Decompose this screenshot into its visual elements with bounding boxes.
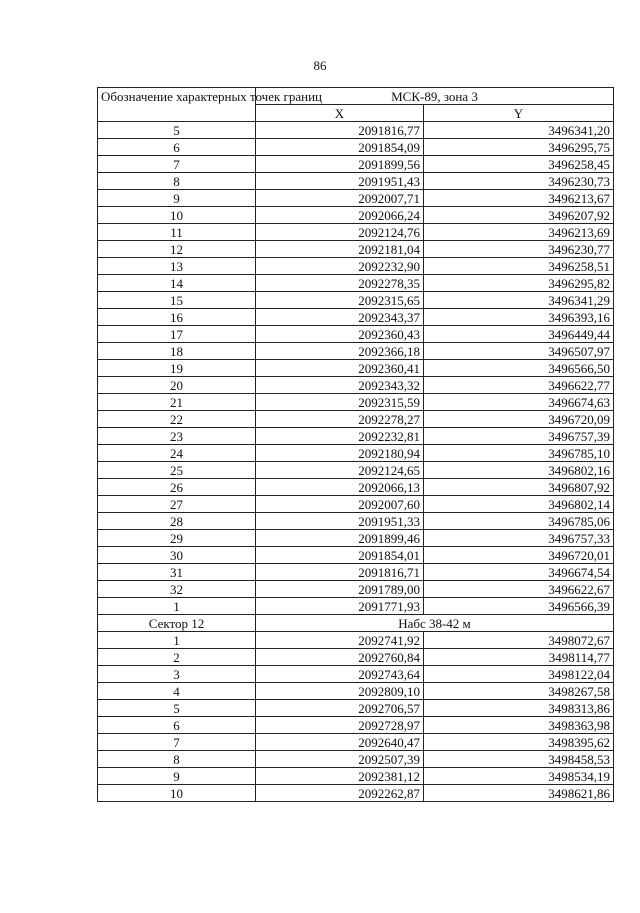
x-cell: 2091854,09 (256, 139, 424, 156)
x-cell: 2092381,12 (256, 768, 424, 785)
x-cell: 2091854,01 (256, 547, 424, 564)
x-cell: 2092278,27 (256, 411, 424, 428)
y-cell: 3496757,39 (424, 428, 614, 445)
x-cell: 2092066,13 (256, 479, 424, 496)
header-point-label: Обозначение характерных точек границ (98, 88, 256, 122)
y-cell: 3496295,75 (424, 139, 614, 156)
table-row (98, 292, 614, 309)
y-cell: 3496674,54 (424, 564, 614, 581)
y-cell: 3496802,14 (424, 496, 614, 513)
y-cell: 3496566,39 (424, 598, 614, 615)
y-cell: 3498363,98 (424, 717, 614, 734)
y-cell: 3496674,63 (424, 394, 614, 411)
y-cell: 3496622,67 (424, 581, 614, 598)
point-cell: 21 (98, 394, 256, 411)
x-cell: 2091899,46 (256, 530, 424, 547)
point-cell: 7 (98, 734, 256, 751)
point-cell: 32 (98, 581, 256, 598)
x-cell: 2092124,76 (256, 224, 424, 241)
table-row (98, 343, 614, 360)
y-cell: 3496449,44 (424, 326, 614, 343)
y-cell: 3498395,62 (424, 734, 614, 751)
y-cell: 3498072,67 (424, 632, 614, 649)
table-row (98, 734, 614, 751)
y-cell: 3496802,16 (424, 462, 614, 479)
table-row (98, 479, 614, 496)
table-row (98, 598, 614, 615)
table-row (98, 496, 614, 513)
x-cell: 2092181,04 (256, 241, 424, 258)
section-subtitle: Набс 38-42 м (256, 615, 614, 632)
y-cell: 3496720,09 (424, 411, 614, 428)
x-cell: 2092278,35 (256, 275, 424, 292)
x-cell: 2092315,59 (256, 394, 424, 411)
table-row (98, 785, 614, 802)
y-cell: 3496230,73 (424, 173, 614, 190)
x-cell: 2092232,90 (256, 258, 424, 275)
x-cell: 2092360,41 (256, 360, 424, 377)
x-cell: 2092809,10 (256, 683, 424, 700)
x-cell: 2091899,56 (256, 156, 424, 173)
point-cell: 6 (98, 717, 256, 734)
point-cell: 27 (98, 496, 256, 513)
table-row (98, 581, 614, 598)
x-cell: 2092124,65 (256, 462, 424, 479)
point-cell: 13 (98, 258, 256, 275)
point-cell: 25 (98, 462, 256, 479)
table-row (98, 717, 614, 734)
point-cell: 10 (98, 207, 256, 224)
y-cell: 3496720,01 (424, 547, 614, 564)
y-cell: 3498458,53 (424, 751, 614, 768)
point-cell: 8 (98, 173, 256, 190)
x-cell: 2092741,92 (256, 632, 424, 649)
table-row (98, 649, 614, 666)
point-cell: 20 (98, 377, 256, 394)
table-row (98, 224, 614, 241)
y-cell: 3496207,92 (424, 207, 614, 224)
table-row (98, 258, 614, 275)
point-cell: 10 (98, 785, 256, 802)
table-row (98, 445, 614, 462)
y-cell: 3496295,82 (424, 275, 614, 292)
x-cell: 2092315,65 (256, 292, 424, 309)
y-cell: 3496757,33 (424, 530, 614, 547)
point-cell: 17 (98, 326, 256, 343)
x-cell: 2092728,97 (256, 717, 424, 734)
point-cell: 6 (98, 139, 256, 156)
table-row (98, 326, 614, 343)
header-y: Y (424, 105, 614, 122)
table-row (98, 139, 614, 156)
table-row (98, 377, 614, 394)
page-number: 86 (313, 58, 327, 73)
table-row (98, 156, 614, 173)
table-row (98, 547, 614, 564)
x-cell: 2091951,43 (256, 173, 424, 190)
x-cell: 2092007,60 (256, 496, 424, 513)
y-cell: 3496258,45 (424, 156, 614, 173)
table-row (98, 462, 614, 479)
point-cell: 11 (98, 224, 256, 241)
x-cell: 2092366,18 (256, 343, 424, 360)
y-cell: 3496230,77 (424, 241, 614, 258)
point-cell: 8 (98, 751, 256, 768)
table-row (98, 309, 614, 326)
point-cell: 1 (98, 632, 256, 649)
point-cell: 26 (98, 479, 256, 496)
table-row (98, 173, 614, 190)
table-row (98, 666, 614, 683)
x-cell: 2092743,64 (256, 666, 424, 683)
y-cell: 3496507,97 (424, 343, 614, 360)
header-x: X (256, 105, 424, 122)
table-row (98, 241, 614, 258)
x-cell: 2092262,87 (256, 785, 424, 802)
x-cell: 2091951,33 (256, 513, 424, 530)
x-cell: 2091789,00 (256, 581, 424, 598)
point-cell: 18 (98, 343, 256, 360)
table-row (98, 428, 614, 445)
y-cell: 3498122,04 (424, 666, 614, 683)
x-cell: 2091816,77 (256, 122, 424, 139)
point-cell: 29 (98, 530, 256, 547)
y-cell: 3498534,19 (424, 768, 614, 785)
x-cell: 2092066,24 (256, 207, 424, 224)
y-cell: 3498313,86 (424, 700, 614, 717)
point-cell: 7 (98, 156, 256, 173)
point-cell: 24 (98, 445, 256, 462)
table-row (98, 513, 614, 530)
table-row (98, 207, 614, 224)
x-cell: 2092760,84 (256, 649, 424, 666)
table-row (98, 190, 614, 207)
point-cell: 22 (98, 411, 256, 428)
table-row (98, 275, 614, 292)
section-title: Сектор 12 (98, 615, 256, 632)
x-cell: 2092360,43 (256, 326, 424, 343)
x-cell: 2092232,81 (256, 428, 424, 445)
table-row (98, 564, 614, 581)
x-cell: 2092007,71 (256, 190, 424, 207)
header-row-system (98, 88, 614, 105)
point-cell: 3 (98, 666, 256, 683)
y-cell: 3496785,10 (424, 445, 614, 462)
table-row (98, 122, 614, 139)
x-cell: 2092343,32 (256, 377, 424, 394)
table-row (98, 360, 614, 377)
coordinates-table-body (98, 88, 614, 802)
x-cell: 2091771,93 (256, 598, 424, 615)
x-cell: 2092640,47 (256, 734, 424, 751)
point-cell: 14 (98, 275, 256, 292)
y-cell: 3496807,92 (424, 479, 614, 496)
y-cell: 3496341,20 (424, 122, 614, 139)
point-cell: 12 (98, 241, 256, 258)
y-cell: 3496622,77 (424, 377, 614, 394)
y-cell: 3496258,51 (424, 258, 614, 275)
y-cell: 3496566,50 (424, 360, 614, 377)
point-cell: 31 (98, 564, 256, 581)
x-cell: 2092343,37 (256, 309, 424, 326)
table-row (98, 530, 614, 547)
x-cell: 2092706,57 (256, 700, 424, 717)
y-cell: 3498267,58 (424, 683, 614, 700)
x-cell: 2092180,94 (256, 445, 424, 462)
point-cell: 30 (98, 547, 256, 564)
point-cell: 19 (98, 360, 256, 377)
table-row (98, 411, 614, 428)
coordinates-table (97, 87, 614, 802)
table-row (98, 683, 614, 700)
point-cell: 15 (98, 292, 256, 309)
table-row (98, 632, 614, 649)
point-cell: 9 (98, 768, 256, 785)
point-cell: 2 (98, 649, 256, 666)
y-cell: 3496393,16 (424, 309, 614, 326)
point-cell: 1 (98, 598, 256, 615)
y-cell: 3498114,77 (424, 649, 614, 666)
y-cell: 3496213,67 (424, 190, 614, 207)
y-cell: 3496213,69 (424, 224, 614, 241)
point-cell: 9 (98, 190, 256, 207)
table-row (98, 768, 614, 785)
y-cell: 3498621,86 (424, 785, 614, 802)
y-cell: 3496341,29 (424, 292, 614, 309)
header-coordinate-system: МСК-89, зона 3 (256, 88, 614, 105)
table-row (98, 700, 614, 717)
point-cell: 23 (98, 428, 256, 445)
y-cell: 3496785,06 (424, 513, 614, 530)
x-cell: 2091816,71 (256, 564, 424, 581)
section-row (98, 615, 614, 632)
x-cell: 2092507,39 (256, 751, 424, 768)
point-cell: 5 (98, 122, 256, 139)
table-row (98, 751, 614, 768)
point-cell: 16 (98, 309, 256, 326)
point-cell: 28 (98, 513, 256, 530)
point-cell: 5 (98, 700, 256, 717)
table-row (98, 394, 614, 411)
point-cell: 4 (98, 683, 256, 700)
